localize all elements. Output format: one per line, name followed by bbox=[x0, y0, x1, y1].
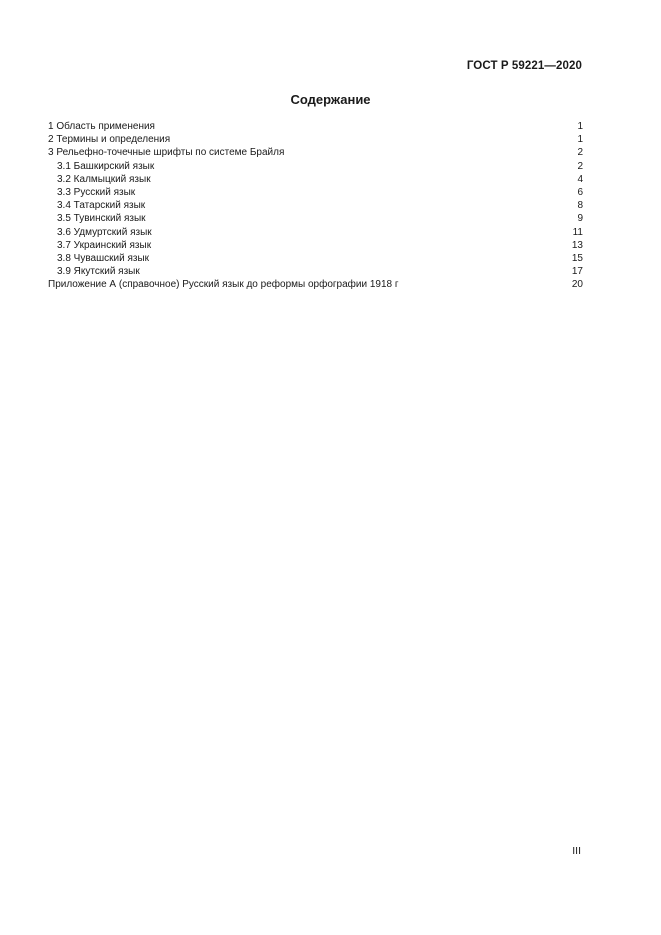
toc-entry-label: Приложение А (справочное) Русский язык до реформы орфографии 1918 г bbox=[48, 279, 399, 291]
toc-entry-bashkir[interactable] bbox=[48, 160, 583, 173]
toc-entry-label: 3.3 Русский язык bbox=[57, 186, 136, 198]
toc-entry-appendix-a[interactable] bbox=[48, 278, 583, 291]
page-number: III bbox=[572, 845, 581, 857]
toc-entry-label: 2 Термины и определения bbox=[48, 134, 171, 146]
toc-entry-page: 17 bbox=[571, 266, 583, 278]
toc-entry-yakut[interactable] bbox=[48, 265, 583, 278]
toc-entry-label: 3.7 Украинский язык bbox=[57, 239, 152, 251]
toc-entry-russian[interactable] bbox=[48, 186, 583, 199]
toc-entry-tatar[interactable] bbox=[48, 199, 583, 212]
toc-entry-kalmyk[interactable] bbox=[48, 173, 583, 186]
toc-entry-label: 3.8 Чувашский язык bbox=[57, 252, 150, 264]
toc-entry-page: 6 bbox=[577, 186, 583, 198]
toc-entry-terms[interactable] bbox=[48, 133, 583, 146]
table-of-contents bbox=[48, 120, 583, 291]
toc-entry-ukrainian[interactable] bbox=[48, 239, 583, 252]
toc-entry-braille-fonts[interactable] bbox=[48, 146, 583, 159]
toc-entry-label: 3.9 Якутский язык bbox=[57, 266, 140, 278]
toc-entry-label: 3 Рельефно-точечные шрифты по системе Брайля bbox=[48, 147, 285, 159]
toc-entry-page: 9 bbox=[577, 213, 583, 225]
toc-entry-chuvash[interactable] bbox=[48, 252, 583, 265]
toc-entry-page: 1 bbox=[577, 121, 583, 132]
toc-entry-page: 8 bbox=[577, 200, 583, 212]
toc-entry-udmurt[interactable] bbox=[48, 226, 583, 239]
toc-entry-label: 3.1 Башкирский язык bbox=[57, 160, 155, 172]
toc-entry-page: 11 bbox=[572, 226, 583, 238]
toc-entry-page: 2 bbox=[577, 160, 583, 172]
toc-entry-page: 2 bbox=[577, 147, 583, 159]
toc-entry-label: 3.4 Татарский язык bbox=[57, 200, 146, 212]
toc-entry-page: 13 bbox=[571, 239, 583, 251]
toc-entry-page: 4 bbox=[577, 173, 583, 185]
toc-entry-label: 1 Область применения bbox=[48, 121, 155, 132]
toc-entry-page: 20 bbox=[571, 279, 583, 291]
toc-entry-label: 3.5 Тувинский язык bbox=[57, 213, 146, 225]
toc-entry-scope[interactable] bbox=[48, 120, 583, 133]
toc-entry-page: 15 bbox=[571, 252, 583, 264]
toc-title: Содержание bbox=[290, 92, 371, 107]
toc-entry-label: 3.2 Калмыцкий язык bbox=[57, 173, 151, 185]
document-header-code: ГОСТ Р 59221—2020 bbox=[466, 60, 582, 72]
toc-entry-tuvan[interactable] bbox=[48, 212, 583, 225]
toc-entry-page: 1 bbox=[577, 134, 583, 146]
toc-entry-label: 3.6 Удмуртский язык bbox=[57, 226, 152, 238]
